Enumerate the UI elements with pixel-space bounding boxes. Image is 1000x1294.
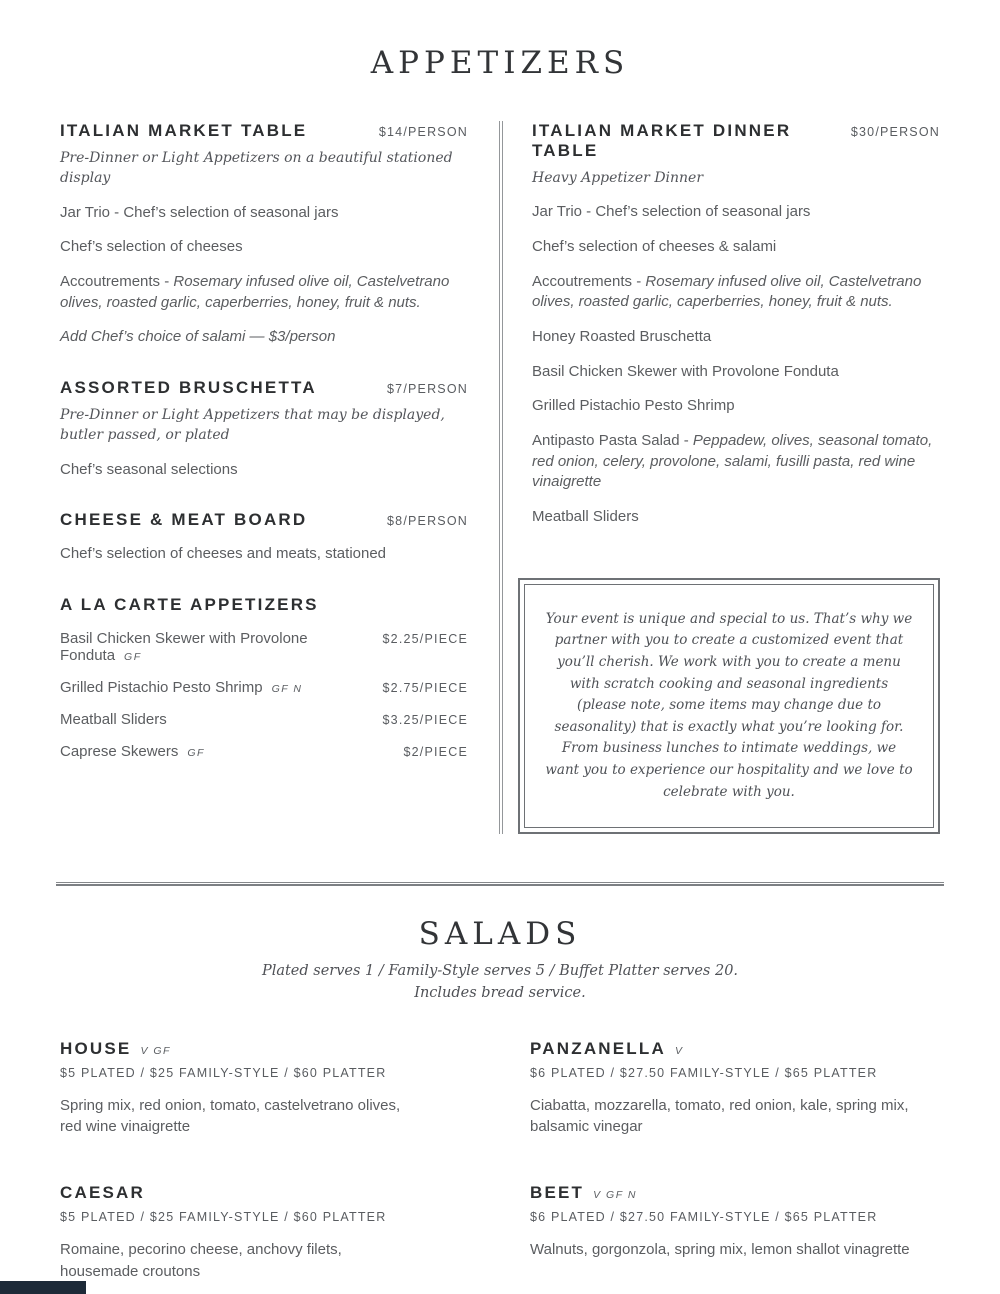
section-tagline: Pre-Dinner or Light Appetizers that may be displayed, butler passed, or plated bbox=[60, 407, 445, 444]
section-price: $14/PERSON bbox=[378, 125, 468, 139]
menu-item-row bbox=[60, 630, 468, 664]
menu-item-name: Meatball Sliders bbox=[60, 711, 167, 728]
footer-accent-bar bbox=[0, 1281, 86, 1294]
appetizers-title: APPETIZERS bbox=[370, 45, 630, 81]
menu-line-detail: Rosemary infused olive oil, Castelvetrano olives, roasted garlic, caperberries, honey, fruit & nuts. bbox=[60, 272, 450, 311]
section-title: CHEESE & MEAT BOARD bbox=[60, 510, 308, 530]
menu-line: Chef’s selection of cheeses & salami bbox=[531, 237, 777, 255]
menu-item-row bbox=[60, 679, 468, 696]
diet-marker: GF bbox=[124, 651, 142, 663]
salad-name: HOUSE bbox=[60, 1038, 132, 1058]
diet-marker: V GF bbox=[140, 1044, 171, 1057]
diet-marker: GF bbox=[187, 747, 205, 759]
menu-line-lead: Accoutrements - bbox=[60, 272, 174, 290]
section-title: ITALIAN MARKET TABLE bbox=[60, 121, 308, 140]
salad-caesar bbox=[60, 1183, 470, 1282]
section-header bbox=[532, 121, 940, 161]
menu-line bbox=[532, 431, 940, 493]
menu-line bbox=[532, 272, 940, 313]
section-title: A LA CARTE APPETIZERS bbox=[60, 595, 319, 614]
section-italian-market-table bbox=[60, 121, 468, 348]
event-note-paragraph: Your event is unique and special to us. That’s why we partner with you to create a customized event that you’ll cherish. We work with you to create a menu with scratch cooking and seasonal ingredients (please note, some items may change due to seasonality) that is exactly what you’re looking for. bbox=[545, 610, 913, 735]
appetizers-right-column bbox=[532, 121, 940, 834]
salad-prices: $6 PLATED / $27.50 FAMILY-STYLE / $65 PLATTER bbox=[530, 1210, 878, 1225]
menu-line-detail: Peppadew, olives, seasonal tomato, red onion, celery, provolone, salami, fusilli pasta, red wine vinaigrette bbox=[531, 432, 933, 491]
menu-line: Jar Trio - Chef’s selection of seasonal jars bbox=[60, 203, 339, 221]
menu-item-price: $2.75/PIECE bbox=[382, 681, 468, 695]
salad-name: PANZANELLA bbox=[530, 1038, 666, 1058]
diet-marker: GF N bbox=[271, 683, 303, 695]
menu-line-lead: Accoutrements - bbox=[531, 272, 646, 290]
menu-item-row bbox=[60, 743, 468, 760]
menu-line-detail: Rosemary infused olive oil, Castelvetrano olives, roasted garlic, caperberries, honey, fruit & nuts. bbox=[531, 272, 922, 311]
section-assorted-bruschetta bbox=[60, 378, 468, 480]
salad-name: CAESAR bbox=[60, 1183, 145, 1203]
salad-name: BEET bbox=[530, 1183, 585, 1203]
menu-line: Meatball Sliders bbox=[531, 508, 639, 526]
appetizers-columns bbox=[60, 121, 940, 834]
column-divider bbox=[499, 121, 503, 834]
salad-description: Ciabatta, mozzarella, tomato, red onion, kale, spring mix, balsamic vinegar bbox=[530, 1096, 909, 1135]
salad-beet bbox=[530, 1183, 940, 1282]
section-header bbox=[60, 510, 468, 530]
section-a-la-carte bbox=[60, 595, 468, 760]
section-divider bbox=[56, 882, 944, 886]
salad-description: Spring mix, red onion, tomato, castelvetrano olives, red wine vinaigrette bbox=[60, 1096, 401, 1135]
menu-item-price: $2/PIECE bbox=[403, 745, 468, 759]
salad-header bbox=[530, 1183, 940, 1203]
menu-add-note: Add Chef’s choice of salami — $3/person bbox=[60, 328, 336, 346]
diet-marker: V bbox=[674, 1044, 684, 1057]
menu-item-price: $3.25/PIECE bbox=[382, 713, 468, 727]
menu-item-name: Caprese Skewers GF bbox=[60, 743, 205, 760]
menu-item-name: Basil Chicken Skewer with Provolone Fonduta GF bbox=[60, 630, 308, 664]
salads-subtitle-line: Includes bread service. bbox=[414, 984, 586, 1001]
section-title: ASSORTED BRUSCHETTA bbox=[60, 378, 317, 398]
section-header bbox=[60, 378, 468, 398]
section-title: ITALIAN MARKET DINNER TABLE bbox=[531, 121, 792, 160]
event-note-box-inner bbox=[524, 584, 934, 828]
menu-line: Chef’s selection of cheeses and meats, stationed bbox=[60, 545, 387, 563]
section-price: $8/PERSON bbox=[387, 514, 468, 529]
section-tagline: Pre-Dinner or Light Appetizers on a beautiful stationed display bbox=[60, 150, 453, 187]
salads-grid bbox=[60, 1039, 940, 1282]
diet-marker: V GF N bbox=[593, 1189, 637, 1202]
salad-header bbox=[60, 1183, 470, 1203]
event-note-box bbox=[518, 578, 940, 834]
section-header bbox=[60, 121, 468, 141]
event-note-paragraph: From business lunches to intimate weddings, we want you to experience our hospitality and we love to celebrate with you. bbox=[545, 740, 913, 800]
menu-line: Jar Trio - Chef’s selection of seasonal jars bbox=[531, 203, 811, 221]
salad-panzanella bbox=[530, 1039, 940, 1138]
section-tagline: Heavy Appetizer Dinner bbox=[531, 170, 704, 186]
menu-line: Grilled Pistachio Pesto Shrimp bbox=[531, 397, 735, 415]
appetizers-left-column bbox=[60, 121, 468, 834]
menu-item-price: $2.25/PIECE bbox=[382, 632, 468, 646]
menu-line: Chef’s selection of cheeses bbox=[60, 238, 243, 256]
salads-subtitle-line: Plated serves 1 / Family-Style serves 5 / Buffet Platter serves 20. bbox=[261, 963, 739, 980]
salad-description: Walnuts, gorgonzola, spring mix, lemon shallot vinagrette bbox=[530, 1241, 910, 1259]
menu-line: Basil Chicken Skewer with Provolone Fonduta bbox=[531, 362, 839, 380]
menu-line: Honey Roasted Bruschetta bbox=[531, 328, 712, 346]
section-price: $30/PERSON bbox=[850, 125, 940, 139]
salads-title: SALADS bbox=[418, 916, 582, 953]
salad-header bbox=[60, 1039, 470, 1059]
section-italian-market-dinner-table bbox=[532, 121, 940, 528]
section-header bbox=[60, 595, 468, 615]
section-cheese-meat-board bbox=[60, 510, 468, 565]
menu-item-name: Grilled Pistachio Pesto Shrimp GF N bbox=[60, 679, 303, 696]
section-price: $7/PERSON bbox=[387, 382, 468, 397]
menu-item-row bbox=[60, 711, 468, 728]
salad-prices: $5 PLATED / $25 FAMILY-STYLE / $60 PLATTER bbox=[60, 1210, 387, 1225]
salad-house bbox=[60, 1039, 470, 1138]
salad-header bbox=[530, 1039, 940, 1059]
menu-line: Chef’s seasonal selections bbox=[60, 460, 238, 478]
menu-line-lead: Antipasto Pasta Salad - bbox=[531, 432, 693, 450]
salad-prices: $5 PLATED / $25 FAMILY-STYLE / $60 PLATTER bbox=[60, 1065, 387, 1080]
salad-prices: $6 PLATED / $27.50 FAMILY-STYLE / $65 PLATTER bbox=[530, 1065, 878, 1080]
menu-line bbox=[60, 272, 468, 313]
salads-subtitle bbox=[0, 961, 1000, 1005]
salad-description: Romaine, pecorino cheese, anchovy filets, housemade croutons bbox=[60, 1241, 342, 1280]
